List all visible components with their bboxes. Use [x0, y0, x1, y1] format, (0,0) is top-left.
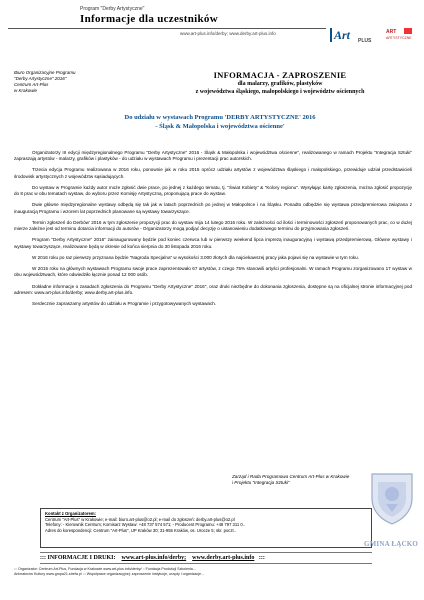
document-title: INFORMACJA - ZAPROSZENIE — [213, 70, 347, 80]
office-address — [14, 70, 76, 93]
document-body — [14, 150, 412, 312]
svg-text:ARTYSTYCZNE: ARTYSTYCZNE — [386, 36, 412, 40]
paragraph-statistics: W 2015 roku na głównych wystawach Programu swoje prace zaprezentowało 67 artystów, z czego 75% stanowili artyści profesjonalni. W ramach Programu zorganizowano 17 wystaw w obu województwach, które odwiedziło łącznie ponad 12 000 osób. — [14, 266, 412, 278]
document-audience — [150, 80, 410, 96]
office-line: Biuro Organizacyjne Programu — [14, 70, 76, 75]
contact-line-phones: Telefony: - Kierownik Centrum; Komisarz Wystaw: +48 737 574 571; - Producent Programu: +48 797 311 0.. — [45, 522, 246, 528]
svg-text:PLUS: PLUS — [358, 38, 372, 44]
signature-line-1: Zarząd i Rada Programowa Centrum Art-Plus w Krakowie — [232, 474, 350, 479]
office-line: w Krakowie — [14, 87, 38, 93]
paragraph-deadline: Termin zgłoszeń do Derbów' 2016 w tym zgłoszenie propozycji prac do wystaw mija 14 lutego 2016 roku. W zależności od ilości i terminowości zgłoszeń proponowanych prac, co w dużej mierze zależne jest od terminu dotarcia informacji do autorów - Organizatorzy mogą podjąć decyzję o ustanowieniu dodatkowego terminu do przyjmowania zgłoszeń. — [14, 219, 412, 232]
office-line: "Derby Artystyczne" 2016" — [14, 75, 67, 81]
paragraph-schedule: Program "Derby Artystyczne" 2016" zainaugurowany będzie pod koniec czerwca lub w pierwszy weekend lipca imprezą inauguracyjną i wystawą przedpremierową. Główne wystawy i wystawy towarzyszące, realizowane będą w okresie od końca sierpnia do 30 listopada 2016 roku. — [14, 237, 412, 249]
header-divider — [8, 28, 326, 29]
info-bar — [40, 552, 372, 564]
paragraph-invitation: Serdecznie zapraszamy artystów do udziału w Programie i przygotowywanych wystawach. — [32, 300, 217, 306]
info-link-derby[interactable]: www.art-plus.info/derby; — [121, 555, 187, 561]
coat-of-arms-icon — [368, 468, 416, 526]
footer-line-1: ::: Organizator: Centrum Art-Plus, Fundacja w Krakowie www.art-plus.info/derby/ :: Fundacja Produkcji Szkolenia... — [14, 567, 196, 571]
contact-line-emails: Centrum "Art-Plus" w Krakowie; e-mail: biuro.art-plus@o2.pl; e-mail do zgłoszeń: derby.art-plus@o2.pl — [45, 516, 235, 522]
gmina-label: GMINA ŁĄCKO — [363, 540, 419, 548]
document-subtitle — [90, 114, 350, 132]
page-header-title: Informacje dla uczestników — [80, 13, 218, 25]
paragraph-submissions: Do wystaw w Programie każdy autor może zgłosić dwie prace, po jednej z każdego tematu, tj. "Świat Kobiety" & "Kolory regionu". Wysyłając kartę zgłoszenia, można zgłosić propozycję do 8 prac w obu tematach wystaw, do wyboru przez Komisję Artystyczną, proponującą prace do wystaw. — [14, 184, 412, 197]
paragraph-edition: Trzecia edycja Programu realizowana w 2016 roku, ponownie jak w roku 2015 oprócz udziału artystów z województwa śląskiego i małopolskiego, przewiduje udział przedstawicieli środowisk artystycznych z województw sąsiadujących. — [14, 167, 412, 179]
signature-line-2: i Projektu "Integracja Sztuki" — [232, 480, 290, 486]
office-line: Centrum Art-Plus — [14, 81, 49, 87]
info-bar-label: ::: INFORMACJE I DRUKI: — [40, 555, 116, 561]
svg-text:ART: ART — [386, 29, 397, 35]
art-plus-logo — [330, 26, 382, 44]
contact-line-address: Adres do korespondencji: Centrum "Art-Plus", UP Kraków 30; 31-955 Kraków, os. Urocze 5; skr. poczt.. — [45, 527, 236, 533]
paragraph-prize: W 2016 roku po raz pierwszy przyznana będzie "Nagroda Specjalna" w wysokości 3.000 złotych dla najciekawszej pracy jaka pojawi się na wystawie w tym roku. — [32, 254, 360, 260]
paragraph-details: Dokładne informacje o zasadach zgłoszenia do Programu "Derby Artystyczne" 2016", oraz druki niezbędne do dokonania zgłoszenia, dostępne są na oficjalnej stronie informacyjnej pod adresem: www.art-plus.info/derby; www.derby.art-plus.info. — [14, 283, 412, 295]
subtitle-line-1: Do udziału w wystawach Programu 'DERBY ARTYSTYCZNE' 2016 — [124, 114, 316, 121]
footer — [14, 567, 354, 577]
program-label: Program "Derby Artystyczne" — [80, 6, 145, 12]
contact-heading: Kontakt z Organizatorem: — [45, 511, 96, 516]
svg-text:Art: Art — [334, 28, 351, 42]
footer-line-2: Animatorów Kultury www.grupa21.strefa.pl ::: Współprace organizacyjnej: zaproszenie instytucje, urzędy i organizacje... — [14, 571, 204, 576]
subtitle-line-2: - Śląsk & Małopolska i województwa ościenne' — [155, 122, 285, 130]
paragraph-intro: Organizatorzy III edycji międzyregionalnego Programu "Derby Artystyczne" 2016 - Śląsk & Małopolska i województwa ościenne", realizowanego w ramach Projektu "Integracja Sztuki" zapraszają artystów - malarzy, grafików i plastyków - do udziału w wystawach Programu i prezentacji prac autorskich. — [14, 150, 412, 162]
paragraph-exhibitions: Dwie główne międzyregionalne wystawy odbędą się tak jak w latach poprzednich po jednej w Małopolsce i na Śląsku. Ponadto odbędzie się wystawa przedpremierowa związana z inauguracją Programu i wzorem lat poprzednich planowane są wystawy towarzyszące. — [14, 202, 412, 214]
audience-line-2: z województwa śląskiego, małopolskiego i województw ościennych — [195, 89, 365, 96]
contact-box — [40, 508, 372, 548]
audience-line-1: dla malarzy, grafików, plastyków — [237, 81, 323, 87]
art-artystyczne-logo — [384, 26, 416, 44]
header-urls: www.art-plus.info/derby; www.derby.art-plus.info — [180, 31, 276, 36]
info-bar-suffix: ::: — [258, 555, 265, 561]
info-link-derby-subdomain[interactable]: www.derby.art-plus.info — [192, 555, 255, 561]
